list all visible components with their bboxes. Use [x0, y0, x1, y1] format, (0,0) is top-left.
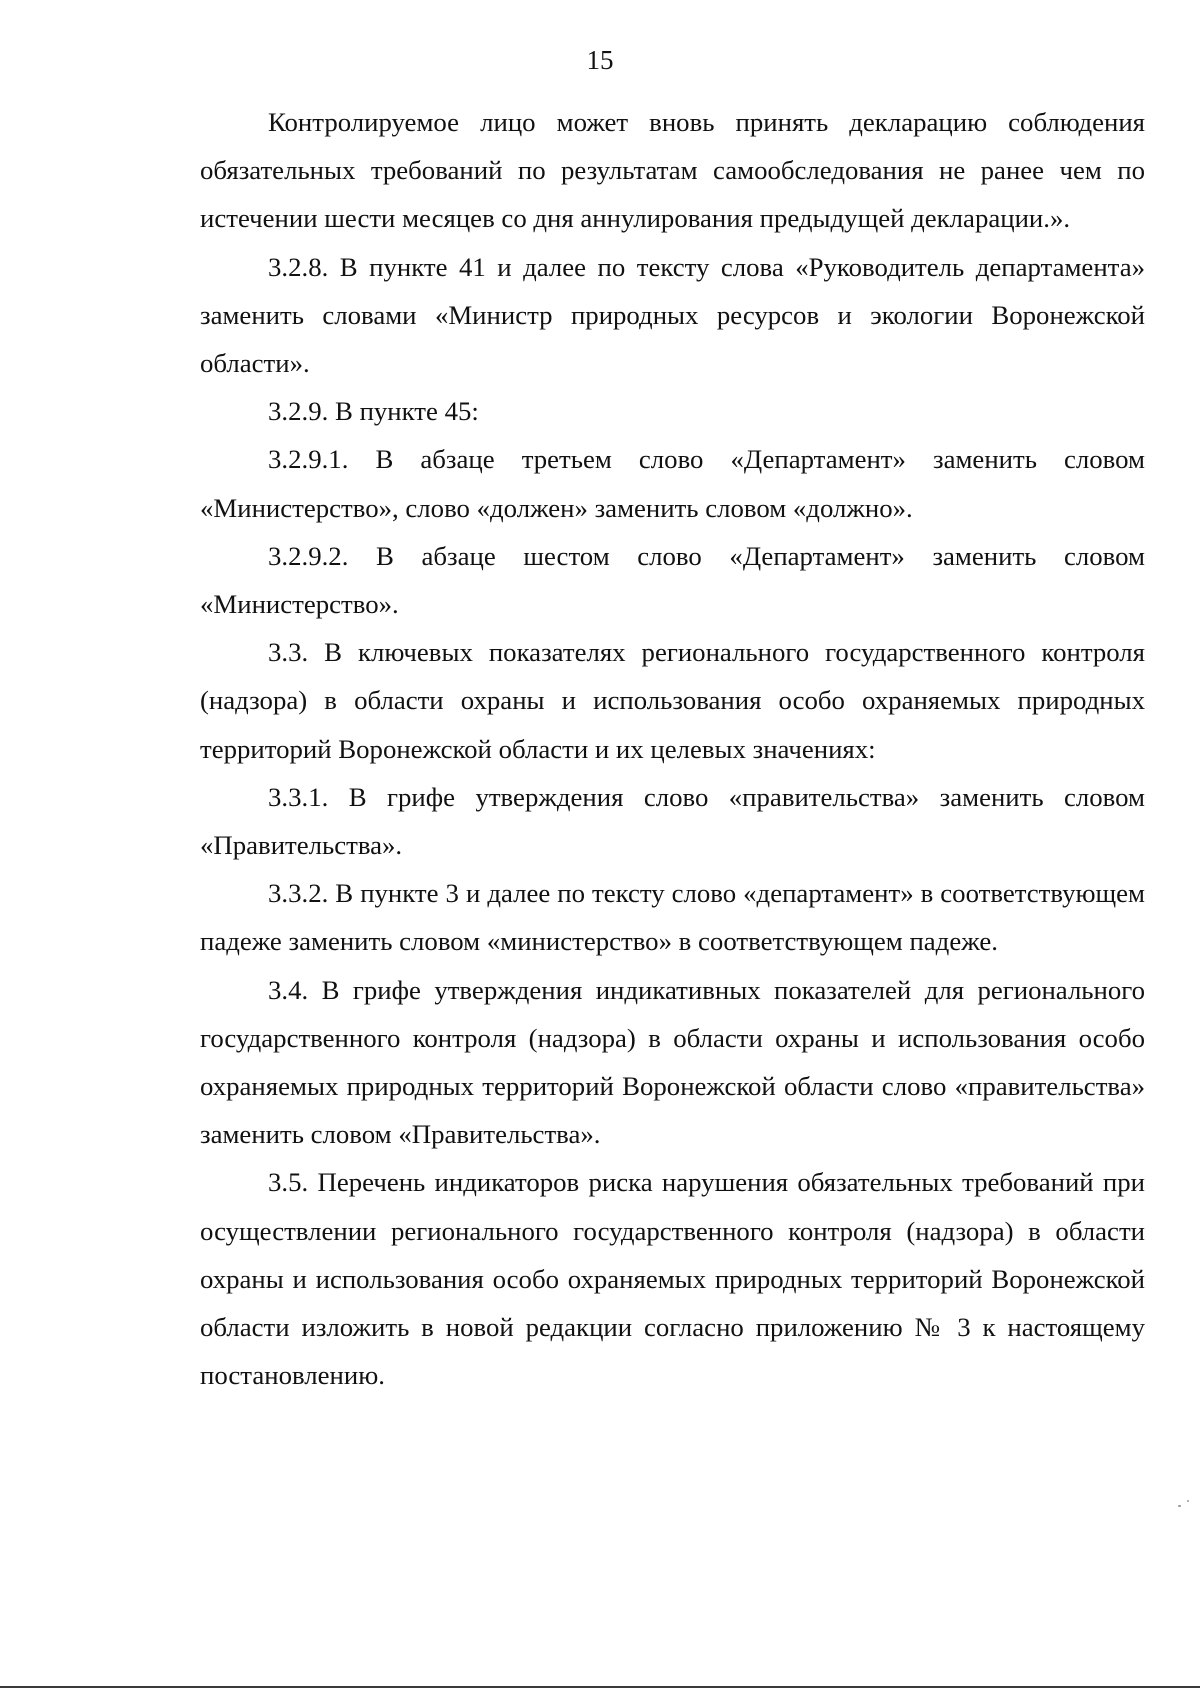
paragraph-3-2-9-2: 3.2.9.2. В абзаце шестом слово «Департамент» заменить словом «Министерство».: [200, 540, 1145, 620]
paragraph-3-5: 3.5. Перечень индикаторов риска нарушения обязательных требований при осуществлении регионального государственного контроля (надзора) в области охраны и использования особо охраняемых природных территорий Воронежской области изложить в новой редакции согласно приложению № 3 к настоящему постановлению.: [200, 1167, 1145, 1391]
paragraph-3-3: 3.3. В ключевых показателях регионального государственного контроля (надзора) в области охраны и использования особо охраняемых природных территорий Воронежской области и их целевых значениях:: [200, 637, 1145, 764]
paragraph-3-2-9-1: 3.2.9.1. В абзаце третьем слово «Департамент» заменить словом «Министерство», слово «должен» заменить словом «должно».: [200, 444, 1145, 523]
paragraph-3-2-8: 3.2.8. В пункте 41 и далее по тексту слова «Руководитель департамента» заменить словами «Министр природных ресурсов и экологии Воронежской области».: [200, 251, 1145, 379]
paragraph-3-2-9: 3.2.9. В пункте 45:: [268, 396, 479, 427]
paragraph-declaration: Контролируемое лицо может вновь принять декларацию соблюдения обязательных требований по результатам самообследования не ранее чем по истечении шести месяцев со дня аннулирования предыдущей декларации.».: [200, 107, 1145, 234]
document-body: [200, 98, 1145, 1399]
paragraph-3-4: 3.4. В грифе утверждения индикативных показателей для регионального государственного контроля (надзора) в области охраны и использования особо охраняемых природных территорий Воронежской области слово «правительства» заменить словом «Правительства».: [200, 974, 1145, 1150]
paragraph-3-3-1: 3.3.1. В грифе утверждения слово «правительства» заменить словом «Правительства».: [200, 781, 1145, 861]
paragraph-3-3-2: 3.3.2. В пункте 3 и далее по тексту слово «департамент» в соответствующем падеже заменить словом «министерство» в соответствующем падеже.: [200, 878, 1145, 957]
page-number: 15: [586, 45, 614, 75]
scan-speck: [1178, 1505, 1181, 1507]
scan-bottom-edge: [0, 1686, 1200, 1688]
scan-speck: [1187, 1500, 1189, 1502]
